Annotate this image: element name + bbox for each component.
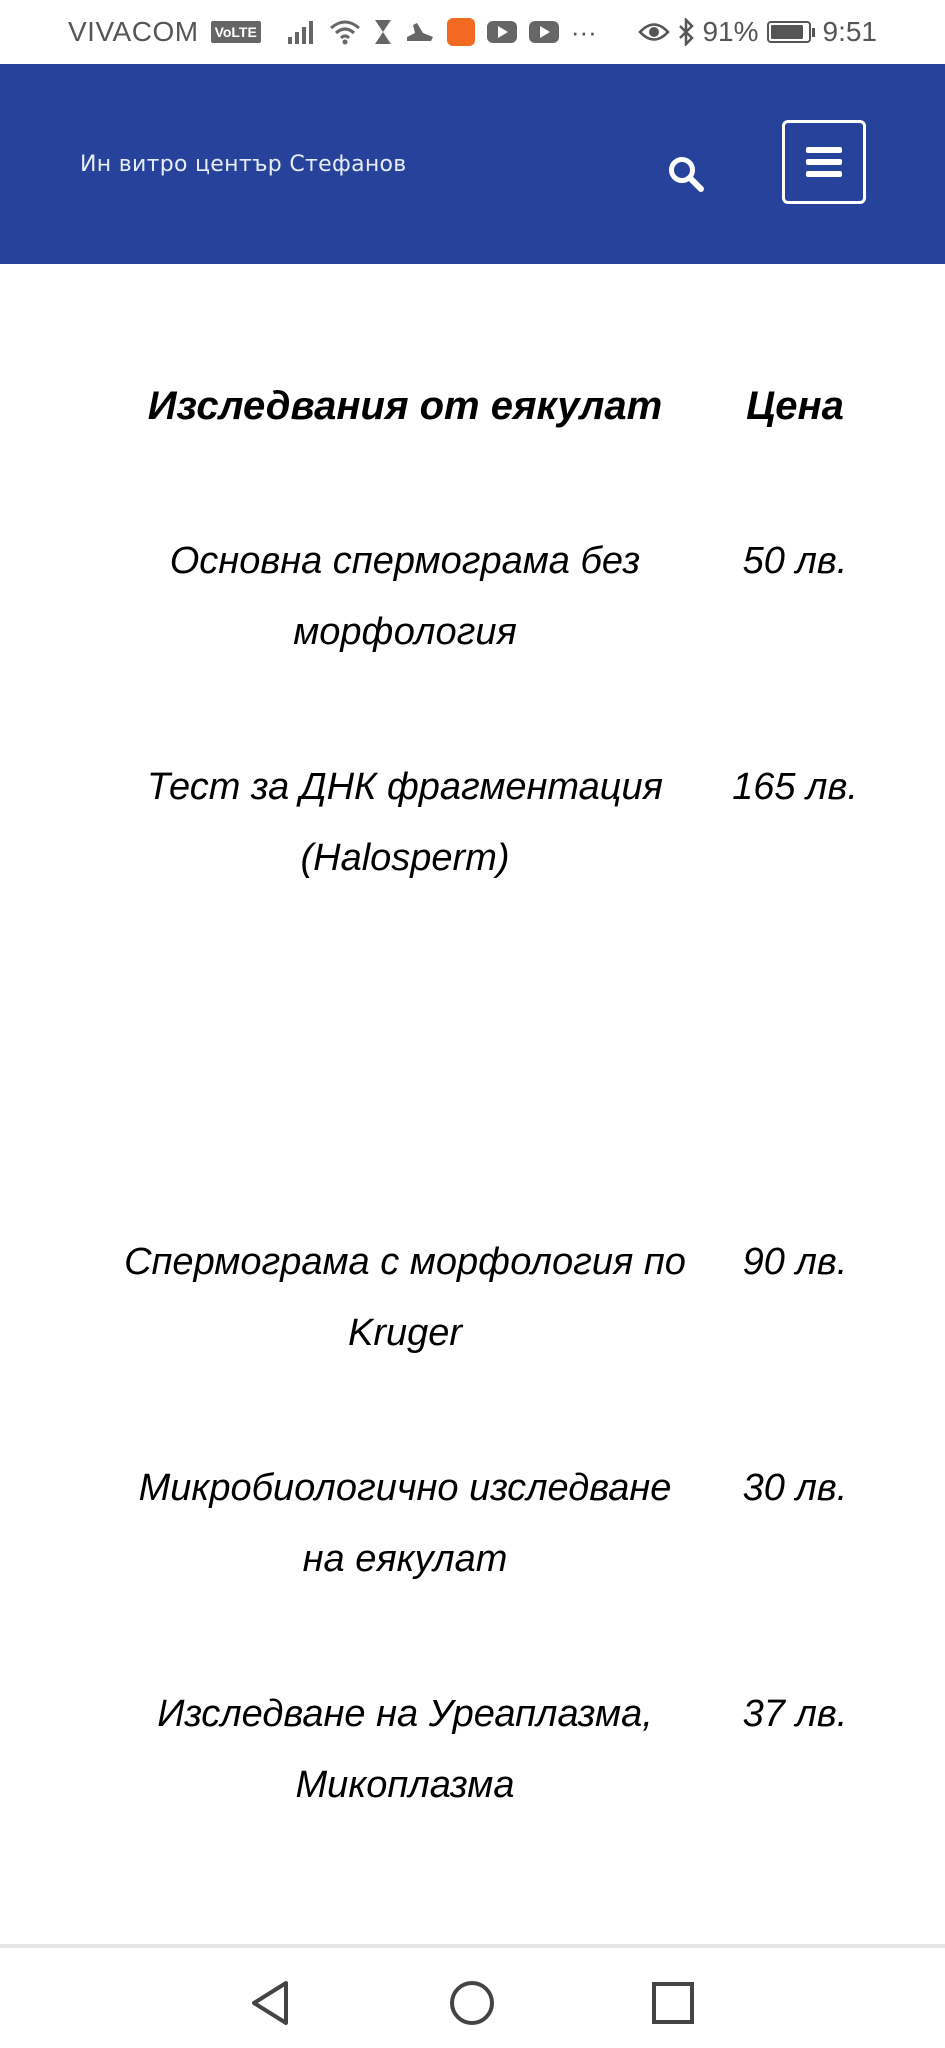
- row-name: Изследване на Уреаплазма, Микоплазма: [157, 1693, 653, 1806]
- status-bar: [0, 0, 945, 64]
- app-notification-icon: [447, 18, 475, 46]
- hamburger-icon: [804, 145, 844, 179]
- row-name: Тест за ДНК фрагментация (Halosperm): [147, 766, 663, 879]
- row-name: Спермограма с морфология по Kruger: [124, 1241, 686, 1354]
- header-price: Цена: [746, 384, 844, 428]
- hourglass-icon: [373, 18, 393, 46]
- battery-percent: 91%: [702, 16, 759, 47]
- carrier-name: VIVACOM: [68, 16, 199, 47]
- menu-button[interactable]: [782, 120, 866, 204]
- recents-button[interactable]: [648, 1978, 698, 2028]
- table-row: [90, 526, 870, 668]
- eye-comfort-icon: [638, 21, 670, 43]
- recents-icon: [651, 1981, 695, 2025]
- home-icon: [448, 1979, 496, 2027]
- notification-icons: [287, 17, 597, 48]
- search-button[interactable]: [664, 152, 708, 196]
- status-left: [68, 16, 261, 48]
- back-button[interactable]: [245, 1978, 295, 2028]
- wifi-icon: [329, 19, 361, 45]
- row-price: 90 лв.: [742, 1241, 848, 1283]
- table-row: [90, 1453, 870, 1595]
- back-icon: [248, 1979, 292, 2027]
- price-table: [0, 264, 945, 1944]
- table-header: [90, 384, 870, 429]
- status-right: [638, 16, 877, 48]
- table-row: [90, 1679, 870, 1821]
- navigation-bar: [0, 1944, 945, 2048]
- table-row: [90, 1227, 870, 1369]
- site-header: [0, 64, 945, 264]
- row-price: 37 лв.: [742, 1693, 848, 1735]
- bluetooth-icon: [678, 18, 694, 46]
- clock: 9:51: [822, 16, 877, 47]
- row-price: 165 лв.: [732, 766, 858, 808]
- row-price: 30 лв.: [742, 1467, 848, 1509]
- row-name: Микробиологично изследване на еякулат: [138, 1467, 672, 1580]
- youtube-icon: [487, 21, 517, 43]
- header-name: Изследвания от еякулат: [147, 384, 663, 428]
- home-button[interactable]: [447, 1978, 497, 2028]
- site-title[interactable]: Ин витро център Стефанов: [80, 152, 407, 177]
- table-row: [90, 752, 870, 894]
- search-icon: [667, 155, 705, 193]
- more-notifications-icon: ···: [570, 16, 597, 47]
- shoe-icon: [405, 19, 435, 45]
- volte-badge: VoLTE: [211, 21, 261, 43]
- battery-icon: [767, 21, 811, 43]
- row-price: 50 лв.: [742, 540, 848, 582]
- battery-fill: [771, 25, 804, 39]
- row-name: Основна спермограма без морфология: [169, 540, 641, 653]
- youtube-icon-2: [529, 21, 559, 43]
- signal-icon: [287, 19, 317, 45]
